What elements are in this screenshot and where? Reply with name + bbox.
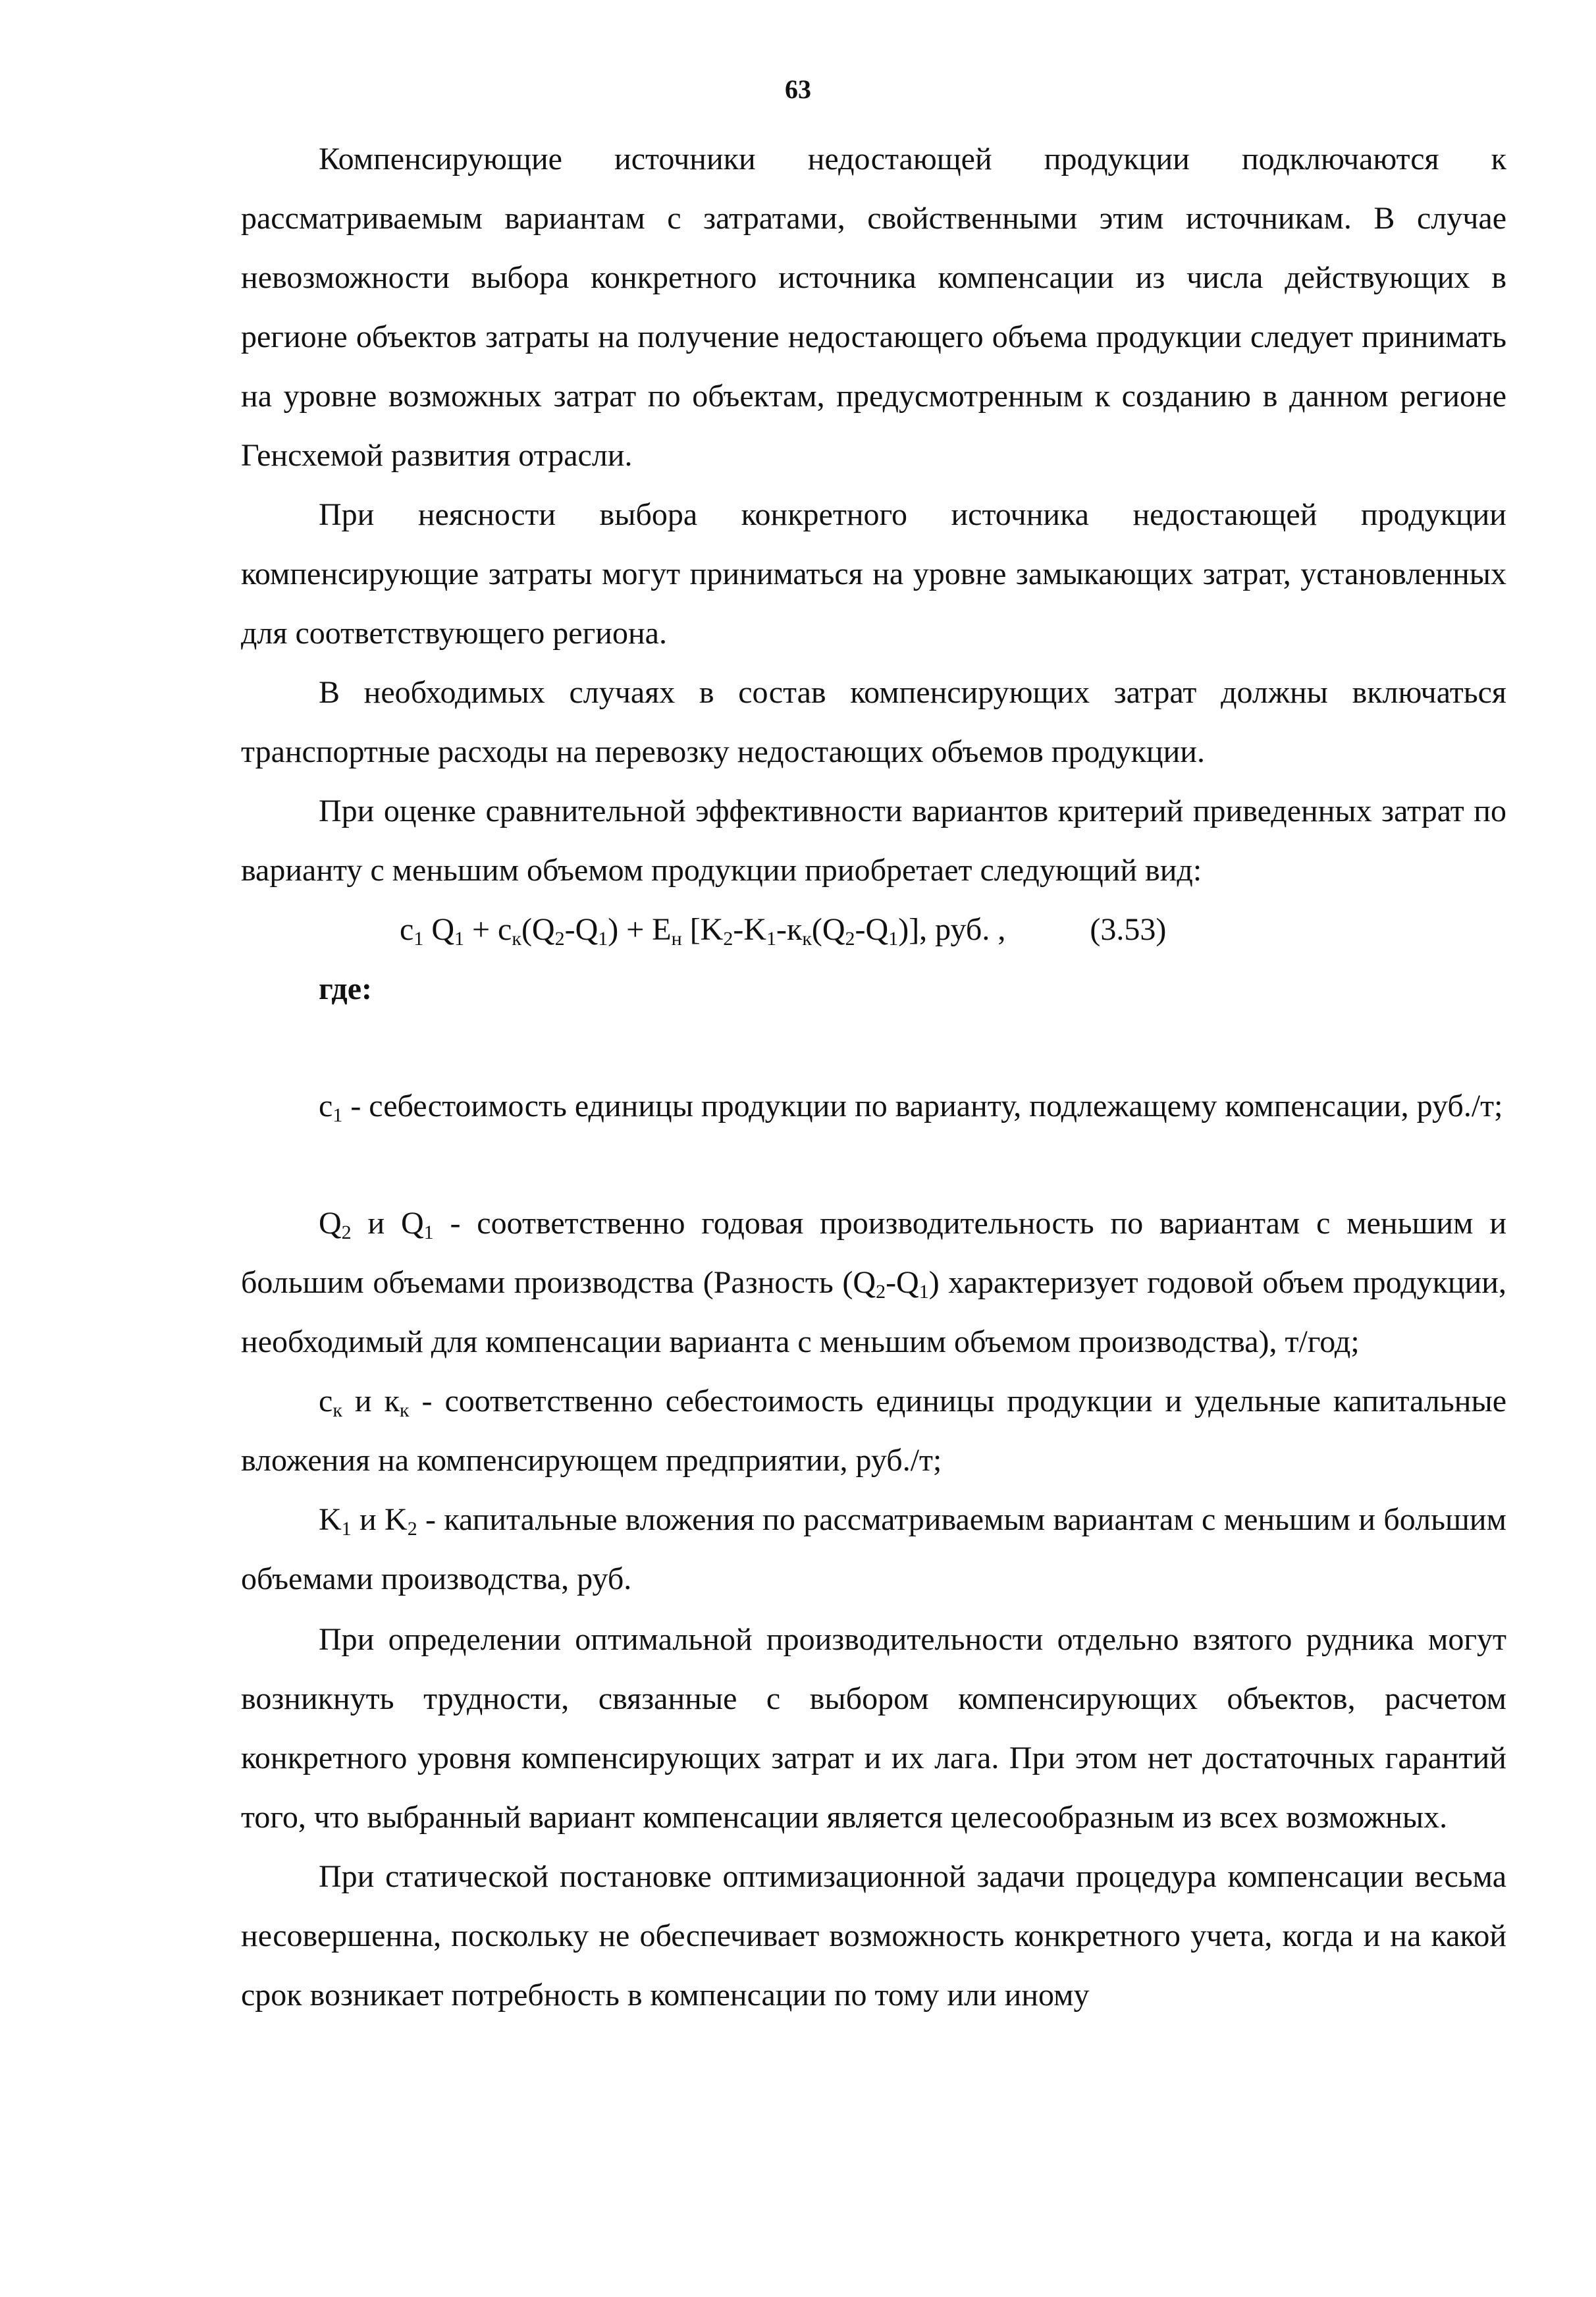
- equation-number: (3.53): [1090, 912, 1167, 947]
- paragraph-comparative-efficiency: При оценке сравнительной эффективности вариантов критерий приведенных затрат по варианту с меньшим объемом продукции приобретает следующий вид:: [241, 794, 1506, 888]
- formula-3-53: $c_1$ $Q_1 + c_к(Q_2-Q_1) + E_н$ $[K_2-K_1-к_к(Q_2-Q_1)]$, руб. , (3.53): [241, 900, 1506, 959]
- page-number: 63: [785, 74, 811, 104]
- paragraph-static-formulation: При статической постановке оптимизационной задачи процедура компенсации весьма несовершенна, поскольку не обеспечивает возможность конкретного учета, когда и на какой срок возникает потребность в компенсации по тому или иному: [241, 1859, 1506, 2013]
- formula-term: c: [400, 912, 414, 947]
- definition-c1: $c_1$ - себестоимость единицы продукции по варианту, подлежащему компенсации, руб./т;: [319, 1089, 1503, 1126]
- where-label: где:: [319, 971, 372, 1006]
- definition-q2-q1: $Q_2$ и $Q_1$ - соответственно годовая производительность по вариантам с меньшим и большим объемами производства (Разность $(Q_2-Q_1)$ характеризует годовой объем продукции, необходимый для компенсации варианта с меньшим объемом производства), т/год;: [241, 1206, 1507, 1359]
- definition-k1-k2: $K_1$ и $K_2$ - капитальные вложения по рассматриваемым вариантам с меньшим и большим объемами производства, руб.: [241, 1502, 1506, 1596]
- spacer: [241, 1136, 1506, 1194]
- paragraph-transport-costs: В необходимых случаях в состав компенсирующих затрат должны включаться транспортные расходы на перевозку недостающих объемов продукции.: [241, 675, 1506, 769]
- definition-ck-kk: $c_к$ и $к_к$ - соответственно себестоимость единицы продукции и удельные капитальные вложения на компенсирующем предприятии, руб./т;: [241, 1384, 1506, 1478]
- paragraph-optimal-productivity: При определении оптимальной производительности отдельно взятого рудника могут возникнуть трудности, связанные с выбором компенсирующих объектов, расчетом конкретного уровня компенсирующих затрат и их лага. При этом нет достаточных гарантий того, что выбранный вариант компенсации является целесообразным из всех возможных.: [241, 1622, 1506, 1835]
- paragraph-compensating-sources: Компенсирующие источники недостающей продукции подключаются к рассматриваемым вариантам с затратами, свойственными этим источникам. В случае невозможности выбора конкретного источника компенсации из числа действующих в регионе объектов затраты на получение недостающего объема продукции следует принимать на уровне возможных затрат по объектам, предусмотренным к созданию в данном регионе Генсхемой развития отрасли.: [241, 142, 1506, 473]
- body-text: [241, 130, 1506, 2025]
- paragraph-unclear-choice: При неясности выбора конкретного источника недостающей продукции компенсирующие затраты могут приниматься на уровне замыкающих затрат, установленных для соответствующего региона.: [241, 497, 1506, 651]
